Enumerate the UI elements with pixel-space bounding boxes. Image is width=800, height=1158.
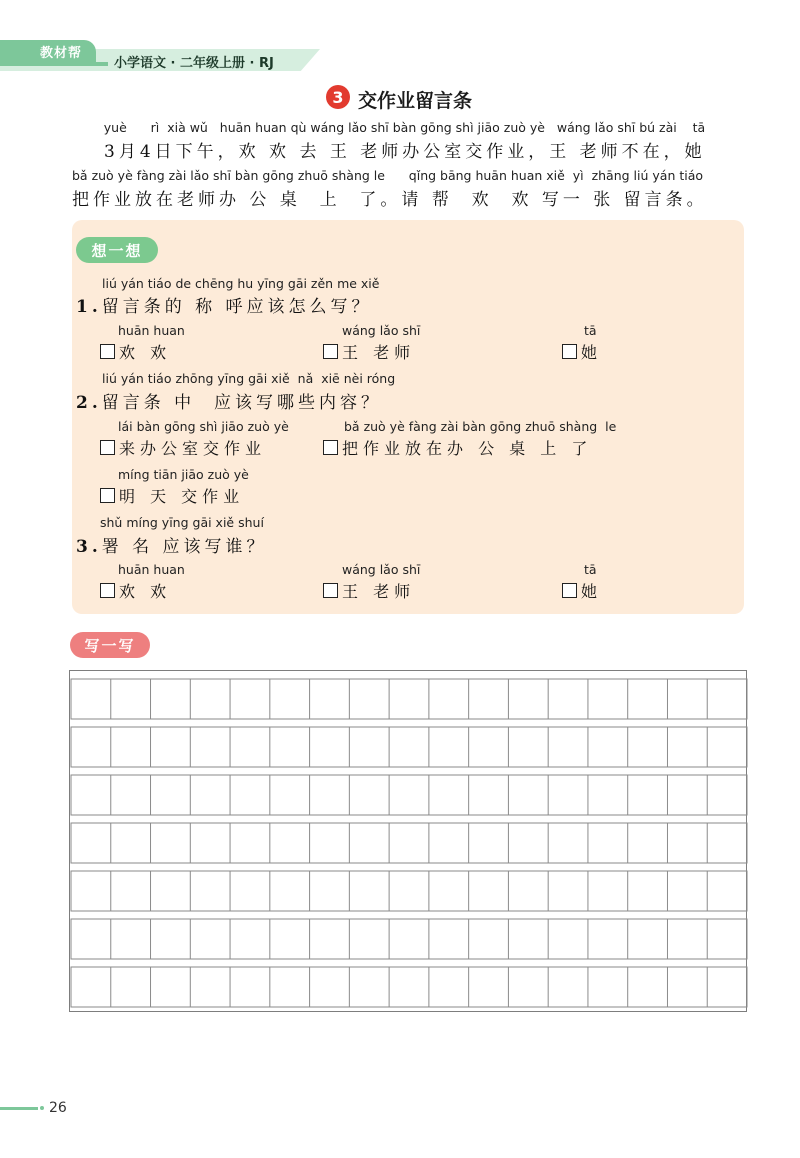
q2-number: 2.: [76, 393, 102, 413]
lesson-number-badge: 3: [326, 85, 350, 109]
writing-grid[interactable]: [69, 670, 747, 1012]
q3-opt2-pinyin: wáng lǎo shī: [342, 562, 421, 577]
option-label: 她: [581, 582, 603, 601]
q3-number: 3.: [76, 537, 102, 557]
q3-opt1-pinyin: huān huan: [118, 562, 185, 577]
checkbox[interactable]: [100, 583, 115, 598]
footer-accent-bar: [0, 1107, 38, 1110]
grid-row: [71, 727, 747, 767]
q1-pinyin: liú yán tiáo de chēng hu yīng gāi zěn me xiě: [102, 276, 380, 291]
option-label: 欢 欢: [119, 343, 172, 362]
checkbox[interactable]: [323, 583, 338, 598]
checkbox[interactable]: [100, 440, 115, 455]
q2-pinyin: liú yán tiáo zhōng yīng gāi xiě nǎ xiē nèi róng: [102, 371, 396, 386]
checkbox[interactable]: [562, 344, 577, 359]
grid-row: [71, 823, 747, 863]
write-badge: 写一写: [70, 632, 150, 658]
q1-question: [76, 292, 373, 317]
header-accent-line: [0, 62, 108, 66]
q3-option-1[interactable]: [100, 579, 171, 602]
q1-opt3-pinyin: tā: [584, 323, 597, 338]
q1-option-1[interactable]: [100, 340, 171, 363]
q3-opt3-pinyin: tā: [584, 562, 597, 577]
q2-option-1[interactable]: [100, 436, 266, 459]
option-label: 王 老师: [342, 343, 416, 362]
intro-text-2: 把作业放在老师办 公 桌 上 了。请 帮 欢 欢 写一 张 留言条。: [72, 190, 708, 210]
q1-opt2-pinyin: wáng lǎo shī: [342, 323, 421, 338]
q3-text: 署 名 应该写谁？: [101, 537, 268, 557]
q1-text: 留言条的 称 呼应该怎么写？: [101, 297, 373, 317]
q2-opt1-pinyin: lái bàn gōng shì jiāo zuò yè: [118, 419, 289, 434]
q3-option-3[interactable]: [562, 579, 602, 602]
option-label: 欢 欢: [119, 582, 172, 601]
q2-opt3-pinyin: míng tiān jiāo zuò yè: [118, 467, 249, 482]
q1-opt1-pinyin: huān huan: [118, 323, 185, 338]
q2-opt2-pinyin: bǎ zuò yè fàng zài bàn gōng zhuō shàng le: [344, 419, 617, 434]
intro-text-1: 3月4日下午，欢 欢 去 王 老师办公室交作业，王 老师不在，她: [104, 142, 706, 162]
q1-option-3[interactable]: [562, 340, 602, 363]
grid-row: [71, 679, 747, 719]
grid-row: [71, 919, 747, 959]
option-label: 明 天 交作业: [119, 487, 245, 506]
grid-row: [71, 967, 747, 1007]
intro-pinyin-2: bǎ zuò yè fàng zài lǎo shī bàn gōng zhuō shàng le qǐng bāng huān huan xiě yì zhāng liú yán tiáo: [72, 168, 704, 183]
intro-pinyin-1: yuè rì xià wǔ huān huan qù wáng lǎo shī bàn gōng shì jiāo zuò yè wáng lǎo shī bú zài tā: [72, 120, 706, 135]
q2-text: 留言条 中 应该写哪些内容？: [101, 393, 382, 413]
option-label: 她: [581, 343, 603, 362]
footer-accent-dot: [40, 1106, 44, 1110]
grid-row: [71, 775, 747, 815]
brand-label: 教材帮: [40, 46, 83, 61]
page-number: 26: [49, 1100, 67, 1116]
grid-row: [71, 871, 747, 911]
checkbox[interactable]: [323, 440, 338, 455]
q1-option-2[interactable]: [323, 340, 415, 363]
q1-number: 1.: [76, 297, 102, 317]
option-label: 来办公室交作业: [119, 439, 267, 458]
q3-pinyin: shǔ míng yīng gāi xiě shuí: [100, 515, 264, 530]
checkbox[interactable]: [100, 488, 115, 503]
lesson-title: 交作业留言条: [358, 90, 473, 112]
book-title: 小学语文 · 二年级上册 · RJ: [114, 56, 274, 71]
q2-option-2[interactable]: [323, 436, 592, 459]
checkbox[interactable]: [100, 344, 115, 359]
checkbox[interactable]: [562, 583, 577, 598]
q2-option-3[interactable]: [100, 484, 244, 507]
option-label: 王 老师: [342, 582, 416, 601]
q3-question: [76, 532, 268, 557]
option-label: 把作业放在办 公 桌 上 了: [342, 439, 593, 458]
q2-question: [76, 388, 382, 413]
writing-grid-lines: [70, 671, 748, 1013]
checkbox[interactable]: [323, 344, 338, 359]
q3-option-2[interactable]: [323, 579, 415, 602]
think-badge: 想一想: [76, 237, 158, 263]
